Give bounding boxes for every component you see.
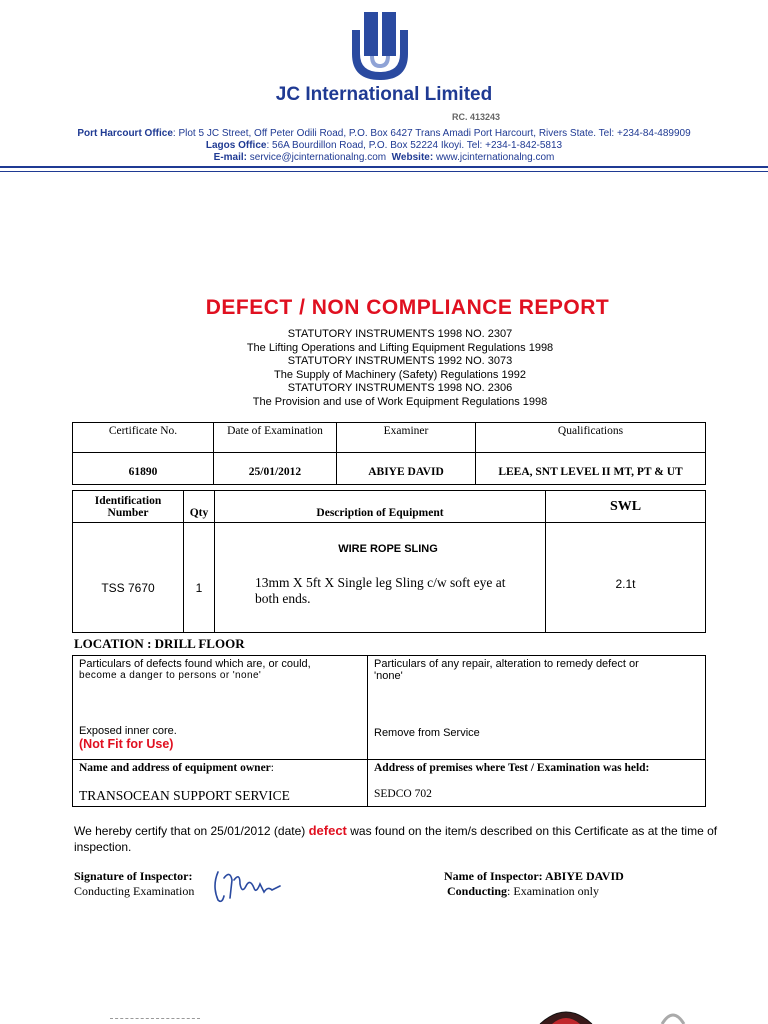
accreditation-seal-icon [536,1008,596,1024]
conducting-value: : Examination only [507,884,600,898]
examination-date: 25/01/2012 [214,453,337,485]
equipment-item-name: WIRE ROPE SLING [338,543,438,555]
certification-mark-icon [658,1004,688,1024]
lagos-label: Lagos Office [205,140,267,151]
remedy-action: Remove from Service [374,727,480,739]
description-header: Description of Equipment [215,491,546,523]
rc-number: RC. 413243 [452,112,501,122]
owner-row [73,760,706,807]
certify-keyword: defect [308,823,347,838]
equipment-header-row [73,491,706,523]
remedy-header-line1: Particulars of any repair, alteration to remedy defect or [374,658,639,670]
qualifications-header: Qualifications [476,423,706,453]
certificate-table [72,422,706,485]
qty-header: Qty [184,491,215,523]
email-label: E-mail: [213,152,247,163]
defect-header-line2: become a danger to persons or 'none' [79,670,262,681]
equipment-description: 13mm X 5ft X Single leg Sling c/w soft eye at both ends. [255,575,506,606]
statute-line: STATUTORY INSTRUMENTS 1992 NO. 3073 [287,355,513,367]
website-link[interactable]: www.jcinternationalng.com [433,152,555,163]
ph-address: : Plot 5 JC Street, Off Peter Odili Road, P.O. Box 6427 Trans Amadi Port Harcourt, Rivers State. Tel: +234-84-489909 [172,128,691,139]
owner-colon: : [270,762,274,774]
qualifications: LEEA, SNT LEVEL II MT, PT & UT [476,453,706,485]
website-label: Website: [391,152,434,163]
report-title: DEFECT / NON COMPLIANCE REPORT [205,296,610,319]
defect-table [72,655,706,807]
lagos-address-text: : 56A Bourdillon Road, P.O. Box 52224 Ikoyi. Tel: +234-1-842-5813 [266,140,563,151]
conducting-label: Conducting [447,884,508,898]
remedy-cell [368,656,706,760]
statute-line: STATUTORY INSTRUMENTS 1998 NO. 2307 [287,328,513,340]
premises-cell [368,760,706,807]
id-header: Identification Number [73,491,184,523]
signature-sub: Conducting Examination [74,884,195,898]
statute-line: STATUTORY INSTRUMENTS 1998 NO. 2306 [287,382,513,394]
equipment-table [72,490,706,633]
conducting-line [447,884,599,899]
equipment-description-cell [215,523,546,633]
email-link[interactable]: service@jcinternationalng.com [247,152,387,163]
statute-line: The Provision and use of Work Equipment Regulations 1998 [252,396,548,408]
owner-name: TRANSOCEAN SUPPORT SERVICE [79,788,290,803]
certify-text-1: We hereby certify that on 25/01/2012 (date) [74,824,309,838]
signature-label: Signature of Inspector: [74,869,193,883]
equipment-row [73,523,706,633]
header-divider [0,166,768,168]
header-divider-thin [0,171,768,172]
port-harcourt-address [0,128,768,139]
inspector-name-label: Name of Inspector: [444,869,543,883]
owner-cell [73,760,368,807]
certificate-no-header: Certificate No. [73,423,214,453]
examiner-name: ABIYE DAVID [337,453,476,485]
certification-statement [74,823,734,855]
statute-line: The Lifting Operations and Lifting Equipment Regulations 1998 [246,342,554,354]
company-logo [344,10,416,82]
defect-header-line1: Particulars of defects found which are, or could, [79,658,311,670]
examiner-header: Examiner [337,423,476,453]
equipment-qty: 1 [184,523,215,633]
defect-found: Exposed inner core. [79,725,177,737]
footer-mark [110,1018,200,1023]
statute-line: The Supply of Machinery (Safety) Regulations 1992 [274,369,526,381]
premises: SEDCO 702 [374,788,432,800]
location: LOCATION : DRILL FLOOR [74,636,245,651]
defect-row [73,656,706,760]
premises-label: Address of premises where Test / Examination was held: [374,762,650,774]
owner-label: Name and address of equipment owner [79,762,271,774]
defect-cell [73,656,368,760]
certify-text-2: was found on the item/s described on this Certificate as at the time of inspection. [74,824,718,854]
contact-line [0,152,768,163]
inspector-name-line [444,869,624,884]
certificate-value-row [73,453,706,485]
owner-label-line [79,762,361,774]
ph-label: Port Harcourt Office [77,128,173,139]
inspector-name: ABIYE DAVID [542,869,624,883]
remedy-header-line2: 'none' [374,670,403,682]
company-name: JC International Limited [275,84,493,105]
lagos-address [0,140,768,151]
certificate-no: 61890 [73,453,214,485]
equipment-id: TSS 7670 [73,523,184,633]
certificate-header-row [73,423,706,453]
inspector-signature [210,866,290,906]
date-header: Date of Examination [214,423,337,453]
fitness-status: (Not Fit for Use) [79,737,174,751]
swl-header: SWL [546,491,706,523]
equipment-swl: 2.1t [546,523,706,633]
